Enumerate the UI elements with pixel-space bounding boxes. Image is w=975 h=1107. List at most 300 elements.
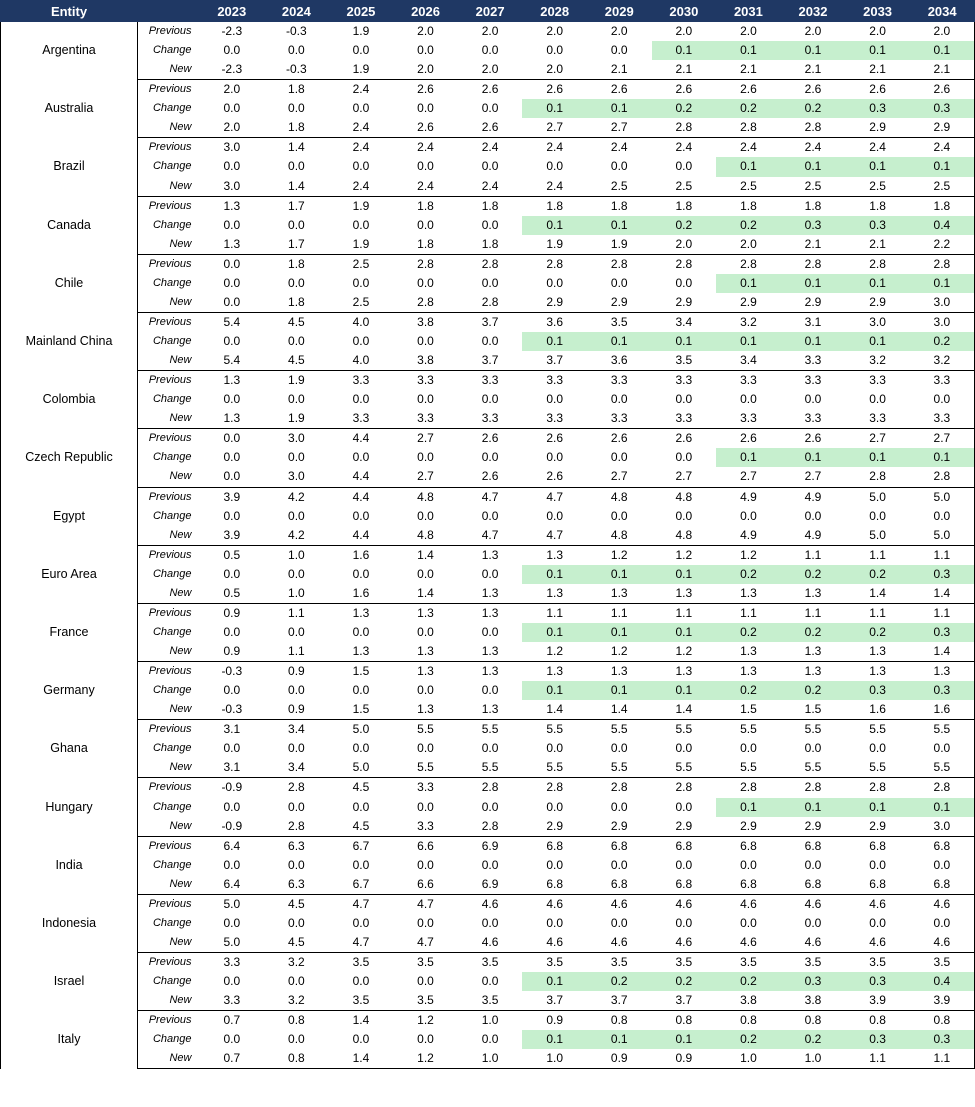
value-cell: 1.9 xyxy=(352,198,370,213)
value-cell: 0.0 xyxy=(804,857,822,872)
value-cell: 1.3 xyxy=(546,547,564,562)
row-label: New xyxy=(138,235,200,255)
value-cell: 0.1 xyxy=(910,157,975,176)
value-cell: 6.7 xyxy=(352,838,370,853)
value-cell: 0.0 xyxy=(352,101,370,116)
row-label: Change xyxy=(152,102,192,115)
table-row xyxy=(1,681,975,700)
value-cell: 2.0 xyxy=(200,118,265,138)
value-cell: 0.0 xyxy=(610,799,628,814)
row-label: Previous xyxy=(148,141,192,154)
value-cell: 0.0 xyxy=(417,101,434,116)
value-cell: 0.2 xyxy=(716,565,781,584)
table-row xyxy=(1,312,975,332)
value-cell: 3.7 xyxy=(458,351,523,371)
value-cell: 5.5 xyxy=(781,758,846,778)
value-cell: 2.8 xyxy=(781,118,846,138)
value-cell: 0.0 xyxy=(481,974,499,989)
header-year: 2027 xyxy=(458,1,523,22)
value-cell: 4.6 xyxy=(869,896,886,911)
header-year: 2024 xyxy=(264,1,329,22)
value-cell: 2.8 xyxy=(740,256,757,271)
value-cell: 0.0 xyxy=(546,799,564,814)
value-cell: 2.7 xyxy=(716,467,781,487)
value-cell: 1.3 xyxy=(352,605,370,620)
value-cell: 0.0 xyxy=(804,915,822,930)
value-cell: 6.6 xyxy=(393,875,458,895)
value-cell: 2.8 xyxy=(910,254,975,274)
value-cell: 0.0 xyxy=(288,799,305,814)
value-cell: 0.9 xyxy=(223,605,241,620)
value-cell: 0.0 xyxy=(417,857,434,872)
value-cell: 1.4 xyxy=(264,177,329,197)
value-cell: 3.6 xyxy=(587,351,652,371)
value-cell: 2.8 xyxy=(546,256,564,271)
value-cell: 1.2 xyxy=(740,547,757,562)
value-cell: 0.0 xyxy=(223,624,241,639)
entity-name: Hungary xyxy=(1,778,138,836)
value-cell: 2.5 xyxy=(652,177,717,197)
value-cell: 0.0 xyxy=(352,275,370,290)
table-row xyxy=(1,99,975,118)
table-row xyxy=(1,118,975,138)
value-cell: 0.0 xyxy=(675,450,693,465)
value-cell: 1.9 xyxy=(329,60,394,80)
value-cell: 1.3 xyxy=(458,584,523,604)
value-cell: 0.1 xyxy=(845,157,910,176)
value-cell: 0.0 xyxy=(546,450,564,465)
value-cell: 0.0 xyxy=(910,390,975,409)
value-cell: 4.6 xyxy=(716,933,781,953)
value-cell: 6.9 xyxy=(458,875,523,895)
value-cell: 2.4 xyxy=(352,140,370,155)
entity-name: Egypt xyxy=(1,487,138,545)
row-label: Previous xyxy=(148,781,192,794)
value-cell: 0.0 xyxy=(200,467,265,487)
table-row xyxy=(1,623,975,642)
value-cell: 6.8 xyxy=(610,838,628,853)
value-cell: 4.5 xyxy=(288,896,305,911)
entity-name: Germany xyxy=(1,662,138,720)
value-cell: 2.8 xyxy=(393,293,458,313)
row-label: Change xyxy=(152,742,192,755)
value-cell: 3.2 xyxy=(910,351,975,371)
value-cell: 3.4 xyxy=(675,314,693,329)
value-cell: -0.3 xyxy=(264,60,329,80)
value-cell: 0.7 xyxy=(200,1049,265,1069)
value-cell: 0.3 xyxy=(910,565,975,584)
value-cell: 0.0 xyxy=(910,739,975,758)
value-cell: 2.7 xyxy=(522,118,587,138)
value-cell: 0.0 xyxy=(481,159,499,174)
row-label: Previous xyxy=(148,897,192,910)
value-cell: 0.9 xyxy=(264,700,329,720)
value-cell: 0.0 xyxy=(417,974,434,989)
value-cell: 0.0 xyxy=(223,450,241,465)
value-cell: 0.1 xyxy=(716,274,781,293)
value-cell: 2.1 xyxy=(845,60,910,80)
value-cell: 0.0 xyxy=(288,974,305,989)
table-row xyxy=(1,177,975,197)
value-cell: 3.0 xyxy=(910,293,975,313)
value-cell: 4.6 xyxy=(546,896,564,911)
value-cell: 1.8 xyxy=(675,198,693,213)
value-cell: 1.8 xyxy=(264,293,329,313)
value-cell: 2.0 xyxy=(481,24,499,39)
row-label: Change xyxy=(152,567,192,580)
value-cell: 3.7 xyxy=(652,991,717,1011)
value-cell: 0.4 xyxy=(910,972,975,991)
value-cell: 3.3 xyxy=(223,955,241,970)
value-cell: 3.5 xyxy=(481,955,499,970)
value-cell: 2.4 xyxy=(417,140,434,155)
row-label: New xyxy=(138,758,200,778)
value-cell: 2.9 xyxy=(522,817,587,837)
value-cell: 6.8 xyxy=(587,875,652,895)
value-cell: 3.3 xyxy=(200,991,265,1011)
value-cell: 1.6 xyxy=(329,584,394,604)
value-cell: -0.3 xyxy=(221,664,243,679)
value-cell: 2.6 xyxy=(804,431,822,446)
value-cell: 0.1 xyxy=(781,41,846,60)
value-cell: 5.5 xyxy=(910,720,975,740)
value-cell: 3.9 xyxy=(910,991,975,1011)
value-cell: 2.5 xyxy=(716,177,781,197)
value-cell: 0.3 xyxy=(845,972,910,991)
value-cell: 0.5 xyxy=(200,584,265,604)
value-cell: 2.6 xyxy=(546,431,564,446)
value-cell: 6.8 xyxy=(522,875,587,895)
value-cell: 0.0 xyxy=(481,915,499,930)
value-cell: -2.3 xyxy=(200,60,265,80)
header-row xyxy=(1,1,975,22)
value-cell: 1.8 xyxy=(481,198,499,213)
value-cell: 3.3 xyxy=(417,373,434,388)
value-cell: 4.7 xyxy=(522,526,587,546)
value-cell: 3.2 xyxy=(264,991,329,1011)
value-cell: 5.5 xyxy=(610,722,628,737)
value-cell: 0.1 xyxy=(781,798,846,817)
table-row xyxy=(1,448,975,467)
value-cell: 1.2 xyxy=(393,1049,458,1069)
value-cell: 1.3 xyxy=(481,547,499,562)
value-cell: 0.0 xyxy=(610,392,628,407)
value-cell: 1.4 xyxy=(652,700,717,720)
value-cell: 1.7 xyxy=(264,235,329,255)
value-cell: 3.3 xyxy=(417,780,434,795)
table-row xyxy=(1,565,975,584)
value-cell: 0.0 xyxy=(352,566,370,581)
value-cell: 1.1 xyxy=(910,545,975,565)
value-cell: 2.6 xyxy=(804,82,822,97)
row-label: New xyxy=(138,351,200,371)
entity-name: Australia xyxy=(1,80,138,138)
value-cell: 0.0 xyxy=(910,914,975,933)
value-cell: 6.7 xyxy=(329,875,394,895)
value-cell: 2.8 xyxy=(458,293,523,313)
value-cell: 1.5 xyxy=(716,700,781,720)
value-cell: 0.1 xyxy=(522,972,587,991)
header-year: 2023 xyxy=(200,1,265,22)
table-row xyxy=(1,817,975,837)
value-cell: 1.1 xyxy=(288,605,305,620)
value-cell: 0.2 xyxy=(587,972,652,991)
value-cell: 0.1 xyxy=(652,1030,717,1049)
value-cell: 1.3 xyxy=(716,584,781,604)
row-label: New xyxy=(138,60,200,80)
value-cell: 1.3 xyxy=(675,664,693,679)
value-cell: 1.0 xyxy=(458,1049,523,1069)
value-cell: 3.5 xyxy=(610,955,628,970)
value-cell: 4.9 xyxy=(716,526,781,546)
value-cell: 4.2 xyxy=(288,489,305,504)
value-cell: 0.0 xyxy=(481,566,499,581)
value-cell: 0.0 xyxy=(288,450,305,465)
value-cell: 0.0 xyxy=(288,159,305,174)
value-cell: 3.0 xyxy=(223,140,241,155)
value-cell: 0.8 xyxy=(740,1013,757,1028)
value-cell: 2.8 xyxy=(288,780,305,795)
value-cell: 2.6 xyxy=(740,431,757,446)
value-cell: 2.4 xyxy=(610,140,628,155)
value-cell: 0.0 xyxy=(417,392,434,407)
value-cell: 0.8 xyxy=(869,1013,886,1028)
value-cell: 0.3 xyxy=(910,623,975,642)
value-cell: 2.4 xyxy=(804,140,822,155)
value-cell: 0.0 xyxy=(288,101,305,116)
value-cell: 0.0 xyxy=(546,275,564,290)
value-cell: 0.1 xyxy=(587,332,652,351)
value-cell: 0.1 xyxy=(522,1030,587,1049)
value-cell: 1.1 xyxy=(740,605,757,620)
value-cell: 3.2 xyxy=(845,351,910,371)
row-label: Previous xyxy=(148,956,192,969)
value-cell: 5.0 xyxy=(845,526,910,546)
value-cell: 1.8 xyxy=(546,198,564,213)
table-row xyxy=(1,22,975,42)
value-cell: 0.8 xyxy=(288,1013,305,1028)
value-cell: 0.0 xyxy=(869,857,886,872)
value-cell: 3.5 xyxy=(804,955,822,970)
value-cell: 0.0 xyxy=(610,508,628,523)
table-row xyxy=(1,526,975,546)
value-cell: 0.2 xyxy=(781,99,846,118)
value-cell: 3.1 xyxy=(804,314,822,329)
value-cell: 0.0 xyxy=(417,217,434,232)
value-cell: 6.8 xyxy=(652,875,717,895)
value-cell: 6.8 xyxy=(781,875,846,895)
table-row xyxy=(1,80,975,100)
row-label: Change xyxy=(152,44,192,57)
value-cell: 6.4 xyxy=(223,838,241,853)
value-cell: 5.5 xyxy=(587,758,652,778)
value-cell: 0.8 xyxy=(675,1013,693,1028)
value-cell: 1.3 xyxy=(546,664,564,679)
value-cell: 2.6 xyxy=(481,82,499,97)
value-cell: 4.7 xyxy=(458,526,523,546)
row-label: Previous xyxy=(148,199,192,212)
value-cell: 1.2 xyxy=(652,642,717,662)
value-cell: 2.8 xyxy=(610,780,628,795)
value-cell: 4.8 xyxy=(417,489,434,504)
value-cell: 2.6 xyxy=(458,118,523,138)
value-cell: 6.3 xyxy=(288,838,305,853)
value-cell: 3.3 xyxy=(458,409,523,429)
value-cell: 2.7 xyxy=(393,467,458,487)
value-cell: 4.2 xyxy=(264,526,329,546)
value-cell: 4.6 xyxy=(458,933,523,953)
value-cell: 4.9 xyxy=(740,489,757,504)
value-cell: 0.0 xyxy=(740,392,757,407)
value-cell: 2.6 xyxy=(481,431,499,446)
value-cell: 2.9 xyxy=(845,817,910,837)
value-cell: 0.1 xyxy=(716,448,781,467)
value-cell: 0.1 xyxy=(522,332,587,351)
header-year: 2029 xyxy=(587,1,652,22)
entity-name: Canada xyxy=(1,196,138,254)
value-cell: 5.5 xyxy=(869,722,886,737)
value-cell: 2.6 xyxy=(522,467,587,487)
value-cell: 1.1 xyxy=(804,605,822,620)
value-cell: 3.5 xyxy=(675,955,693,970)
value-cell: 2.4 xyxy=(910,138,975,158)
value-cell: 0.0 xyxy=(352,799,370,814)
table-row xyxy=(1,157,975,176)
value-cell: 0.0 xyxy=(610,43,628,58)
value-cell: 1.3 xyxy=(223,198,241,213)
header-year: 2034 xyxy=(910,1,975,22)
value-cell: 3.0 xyxy=(910,312,975,332)
value-cell: 1.4 xyxy=(417,547,434,562)
table-row xyxy=(1,758,975,778)
value-cell: 4.5 xyxy=(264,933,329,953)
table-row xyxy=(1,1011,975,1031)
table-row xyxy=(1,739,975,758)
value-cell: 2.0 xyxy=(652,235,717,255)
value-cell: 4.7 xyxy=(481,489,499,504)
value-cell: 1.0 xyxy=(522,1049,587,1069)
value-cell: 0.0 xyxy=(481,1032,499,1047)
table-row xyxy=(1,274,975,293)
value-cell: 4.6 xyxy=(740,896,757,911)
value-cell: 0.0 xyxy=(740,857,757,872)
value-cell: 0.0 xyxy=(804,508,822,523)
value-cell: 3.5 xyxy=(417,955,434,970)
value-cell: 0.1 xyxy=(716,798,781,817)
value-cell: 2.8 xyxy=(716,118,781,138)
value-cell: 0.0 xyxy=(200,293,265,313)
value-cell: 1.3 xyxy=(417,605,434,620)
value-cell: 1.3 xyxy=(393,700,458,720)
table-row xyxy=(1,545,975,565)
value-cell: -0.3 xyxy=(286,24,307,39)
value-cell: 2.1 xyxy=(716,60,781,80)
value-cell: 4.6 xyxy=(652,933,717,953)
value-cell: 2.7 xyxy=(417,431,434,446)
value-cell: 2.1 xyxy=(652,60,717,80)
value-cell: 1.3 xyxy=(652,584,717,604)
value-cell: 0.0 xyxy=(352,683,370,698)
value-cell: 0.1 xyxy=(587,216,652,235)
value-cell: 1.8 xyxy=(458,235,523,255)
table-row xyxy=(1,642,975,662)
value-cell: 1.8 xyxy=(264,118,329,138)
value-cell: 3.3 xyxy=(845,409,910,429)
entity-name: Mainland China xyxy=(1,312,138,370)
value-cell: 2.7 xyxy=(587,467,652,487)
value-cell: 1.4 xyxy=(587,700,652,720)
value-cell: 0.0 xyxy=(481,741,499,756)
value-cell: 0.1 xyxy=(652,565,717,584)
value-cell: 4.4 xyxy=(352,489,370,504)
value-cell: 1.1 xyxy=(804,547,822,562)
value-cell: 3.1 xyxy=(223,722,241,737)
value-cell: 0.1 xyxy=(522,681,587,700)
value-cell: 1.5 xyxy=(781,700,846,720)
value-cell: 5.0 xyxy=(869,489,886,504)
value-cell: 5.5 xyxy=(522,758,587,778)
value-cell: 2.9 xyxy=(716,293,781,313)
value-cell: 0.1 xyxy=(587,99,652,118)
value-cell: 1.1 xyxy=(845,1049,910,1069)
value-cell: 2.0 xyxy=(393,60,458,80)
value-cell: 0.0 xyxy=(223,275,241,290)
value-cell: 1.6 xyxy=(352,547,370,562)
value-cell: 2.0 xyxy=(675,24,693,39)
value-cell: 2.6 xyxy=(910,80,975,100)
value-cell: 5.0 xyxy=(223,896,241,911)
value-cell: 5.5 xyxy=(910,758,975,778)
value-cell: 5.5 xyxy=(675,722,693,737)
value-cell: 2.0 xyxy=(804,24,822,39)
value-cell: 0.2 xyxy=(716,972,781,991)
value-cell: 2.8 xyxy=(610,256,628,271)
value-cell: 3.0 xyxy=(264,467,329,487)
row-label: Change xyxy=(152,1033,192,1046)
value-cell: 3.3 xyxy=(740,373,757,388)
value-cell: 0.0 xyxy=(417,741,434,756)
value-cell: 2.5 xyxy=(910,177,975,197)
value-cell: 0.1 xyxy=(781,448,846,467)
value-cell: 0.1 xyxy=(587,623,652,642)
table-row xyxy=(1,351,975,371)
value-cell: 3.5 xyxy=(352,955,370,970)
value-cell: 0.0 xyxy=(417,450,434,465)
value-cell: 0.0 xyxy=(223,974,241,989)
value-cell: 2.5 xyxy=(352,256,370,271)
value-cell: 2.6 xyxy=(546,82,564,97)
value-cell: 0.0 xyxy=(288,741,305,756)
value-cell: 1.3 xyxy=(458,700,523,720)
value-cell: 0.0 xyxy=(481,275,499,290)
value-cell: 4.5 xyxy=(352,780,370,795)
value-cell: 0.0 xyxy=(610,741,628,756)
value-cell: 1.9 xyxy=(352,24,370,39)
value-cell: 0.1 xyxy=(522,565,587,584)
row-label: New xyxy=(138,817,200,837)
value-cell: 0.3 xyxy=(781,216,846,235)
table-row xyxy=(1,332,975,351)
value-cell: 0.0 xyxy=(288,334,305,349)
value-cell: 0.0 xyxy=(288,566,305,581)
value-cell: 1.4 xyxy=(910,642,975,662)
value-cell: 0.1 xyxy=(910,448,975,467)
value-cell: 0.0 xyxy=(223,159,241,174)
value-cell: 1.5 xyxy=(329,700,394,720)
value-cell: 2.4 xyxy=(481,140,499,155)
value-cell: 1.8 xyxy=(393,235,458,255)
value-cell: 0.1 xyxy=(845,448,910,467)
